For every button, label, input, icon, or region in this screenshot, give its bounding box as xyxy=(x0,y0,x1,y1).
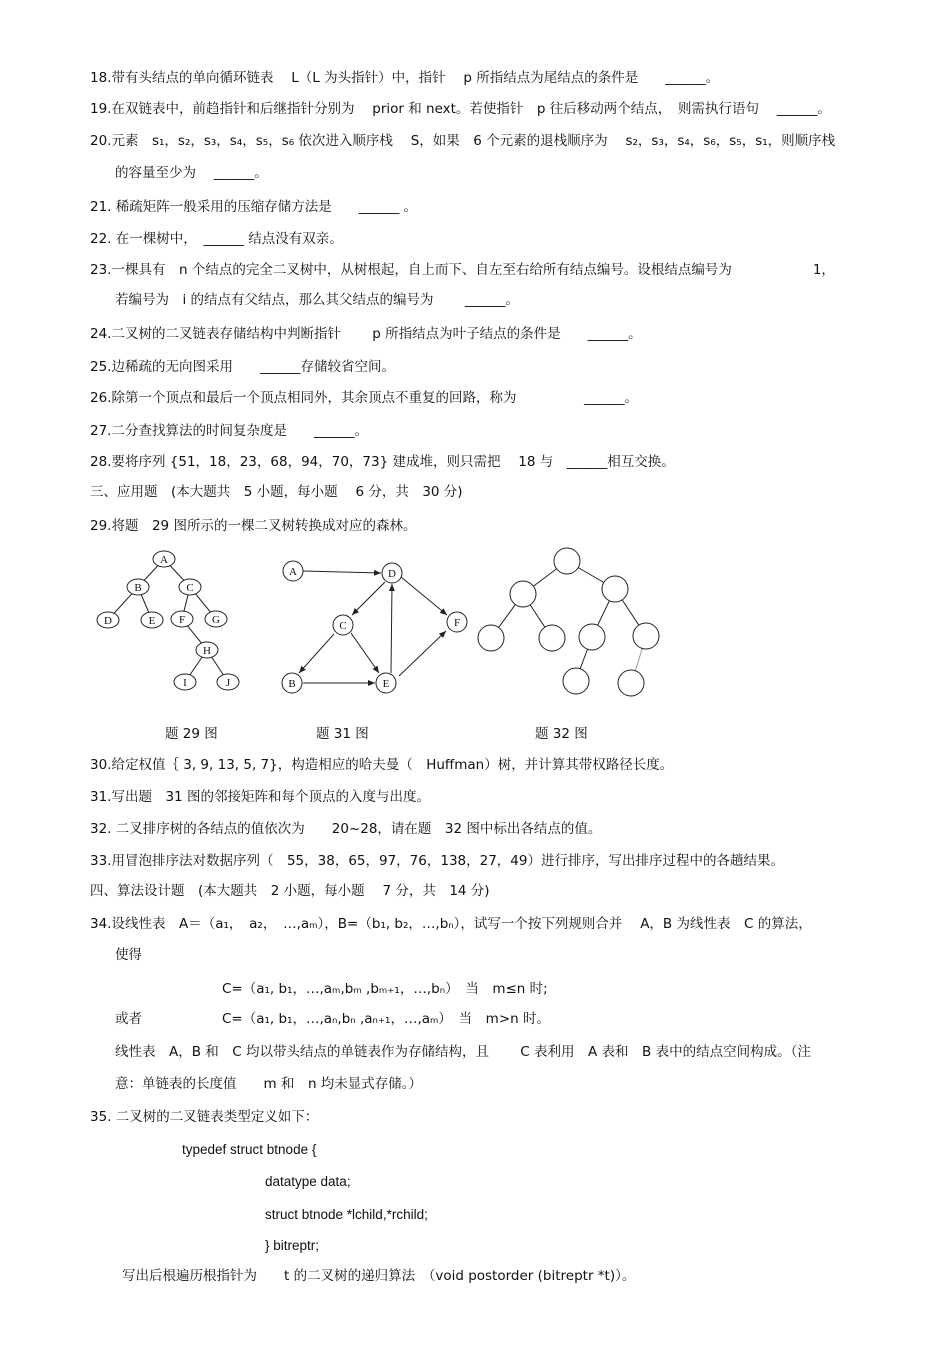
question-23-line2: 若编号为 i 的结点有父结点，那么其父结点的编号为 ______。 xyxy=(115,292,519,308)
question-34-line6: 意：单链表的长度值 m 和 n 均未显式存储。） xyxy=(115,1076,423,1092)
question-19: 19.在双链表中，前趋指针和后继指针分别为 prior 和 next。若使指针 p 往后移动两个结点， 则需执行语句 ______。 xyxy=(90,101,831,117)
bst-node-rrl xyxy=(618,670,644,696)
section-4-heading: 四、算法设计题 (本大题共 2 小题，每小题 7 分，共 14 分) xyxy=(90,883,490,899)
question-34-line2: 使得 xyxy=(115,947,142,963)
question-24: 24.二叉树的二叉链表存储结构中判断指针 p 所指结点为叶子结点的条件是 ______。 xyxy=(90,326,642,342)
question-22: 22. 在一棵树中， ______ 结点没有双亲。 xyxy=(90,231,343,247)
question-34-formula2: C=（a₁, b₁，…,aₙ,bₙ ,aₙ₊₁，…,aₘ） 当 m>n 时。 xyxy=(222,1011,550,1027)
caption-figure-31: 题 31 图 xyxy=(316,726,369,742)
tree-label-d: D xyxy=(104,615,112,627)
question-29: 29.将题 29 图所示的一棵二叉树转换成对应的森林。 xyxy=(90,518,417,534)
bst-node-rll xyxy=(563,668,589,694)
question-21: 21. 稀疏矩阵一般采用的压缩存储方法是 ______ 。 xyxy=(90,199,418,215)
code-line-3: struct btnode *lchild,*rchild; xyxy=(265,1207,428,1222)
question-26: 26.除第一个顶点和最后一个顶点相同外，其余顶点不重复的回路，称为 ______。 xyxy=(90,390,638,406)
bst-node-lr xyxy=(539,625,565,651)
section-3-heading: 三、应用题 (本大题共 5 小题，每小题 6 分，共 30 分) xyxy=(90,484,463,500)
question-27: 27.二分查找算法的时间复杂度是 ______。 xyxy=(90,423,368,439)
tree-label-g: G xyxy=(212,614,220,626)
question-25: 25.边稀疏的无向图采用 ______存储较省空间。 xyxy=(90,359,395,375)
tree-label-c: C xyxy=(186,582,194,594)
graph-label-d: D xyxy=(388,568,396,580)
question-23-line1: 23.一棵具有 n 个结点的完全二叉树中，从树根起，自上而下、自左至右给所有结点编号。设根结点编号为 1， xyxy=(90,262,835,278)
bst-node-ll xyxy=(478,625,504,651)
graph-label-e: E xyxy=(382,678,390,690)
tree-label-e: E xyxy=(148,615,156,627)
tree-label-i: I xyxy=(183,677,187,689)
question-18: 18.带有头结点的单向循环链表 L（L 为头指针）中，指针 p 所指结点为尾结点的条件是 ______。 xyxy=(90,70,720,86)
figure-31-directed-graph xyxy=(275,555,475,700)
question-34-line5: 线性表 A，B 和 C 均以带头结点的单链表作为存储结构，且 C 表利用 A 表和 B 表中的结点空间构成。（注 xyxy=(115,1044,811,1060)
question-30: 30.给定权值｛ 3, 9, 13, 5, 7}，构造相应的哈夫曼（ Huffman）树，并计算其带权路径长度。 xyxy=(90,757,674,773)
bst-node-rl xyxy=(579,624,605,650)
figure-32-empty-bst xyxy=(470,545,670,700)
caption-figure-29: 题 29 图 xyxy=(165,726,218,742)
tree-label-h: H xyxy=(203,645,211,657)
graph-label-b: B xyxy=(288,678,296,690)
question-35: 35. 二叉树的二叉链表类型定义如下： xyxy=(90,1109,319,1125)
question-20-line1: 20.元素 s₁，s₂，s₃，s₄，s₅，s₆ 依次进入顺序栈 S，如果 6 个元素的退栈顺序为 s₂，s₃，s₄，s₆，s₅，s₁，则顺序栈 xyxy=(90,133,836,149)
tree-label-f: F xyxy=(178,614,186,626)
graph-label-f: F xyxy=(453,617,461,629)
question-35-task: 写出后根遍历根指针为 t 的二叉树的递归算法 （void postorder (bitreptr *t)）。 xyxy=(122,1268,636,1284)
question-28: 28.要将序列 {51，18，23，68，94，70，73} 建成堆，则只需把 18 与 ______相互交换。 xyxy=(90,454,675,470)
caption-figure-32: 题 32 图 xyxy=(535,726,588,742)
question-33: 33.用冒泡排序法对数据序列（ 55，38，65，97，76，138，27，49）进行排序，写出排序过程中的各趟结果。 xyxy=(90,853,784,869)
tree-label-j: J xyxy=(225,677,231,689)
bst-node-l xyxy=(510,581,536,607)
bst-node-rr xyxy=(633,623,659,649)
question-34-or-label: 或者 xyxy=(115,1011,142,1027)
tree-label-a: A xyxy=(160,554,168,566)
bst-node-root xyxy=(554,548,580,574)
tree-label-b: B xyxy=(134,582,142,594)
code-line-4: } bitreptr; xyxy=(265,1238,320,1253)
code-line-2: datatype data; xyxy=(265,1174,351,1189)
graph-label-c: C xyxy=(339,620,347,632)
graph-label-a: A xyxy=(289,566,297,578)
code-line-1: typedef struct btnode { xyxy=(182,1142,317,1157)
bst-node-r xyxy=(602,576,628,602)
question-31: 31.写出题 31 图的邻接矩阵和每个顶点的入度与出度。 xyxy=(90,789,430,805)
question-32: 32. 二叉排序树的各结点的值依次为 20~28，请在题 32 图中标出各结点的值。 xyxy=(90,821,602,837)
question-34-formula1: C=（a₁, b₁，…,aₘ,bₘ ,bₘ₊₁，…,bₙ） 当 m≤n 时; xyxy=(222,981,548,997)
question-34-line1: 34.设线性表 A＝（a₁， a₂， …,aₘ），B=（b₁, b₂，…,bₙ），试写一个按下列规则合并 A，B 为线性表 C 的算法， xyxy=(90,916,812,932)
question-20-line2: 的容量至少为 ______。 xyxy=(115,165,268,181)
figure-29-binary-tree xyxy=(90,545,250,695)
